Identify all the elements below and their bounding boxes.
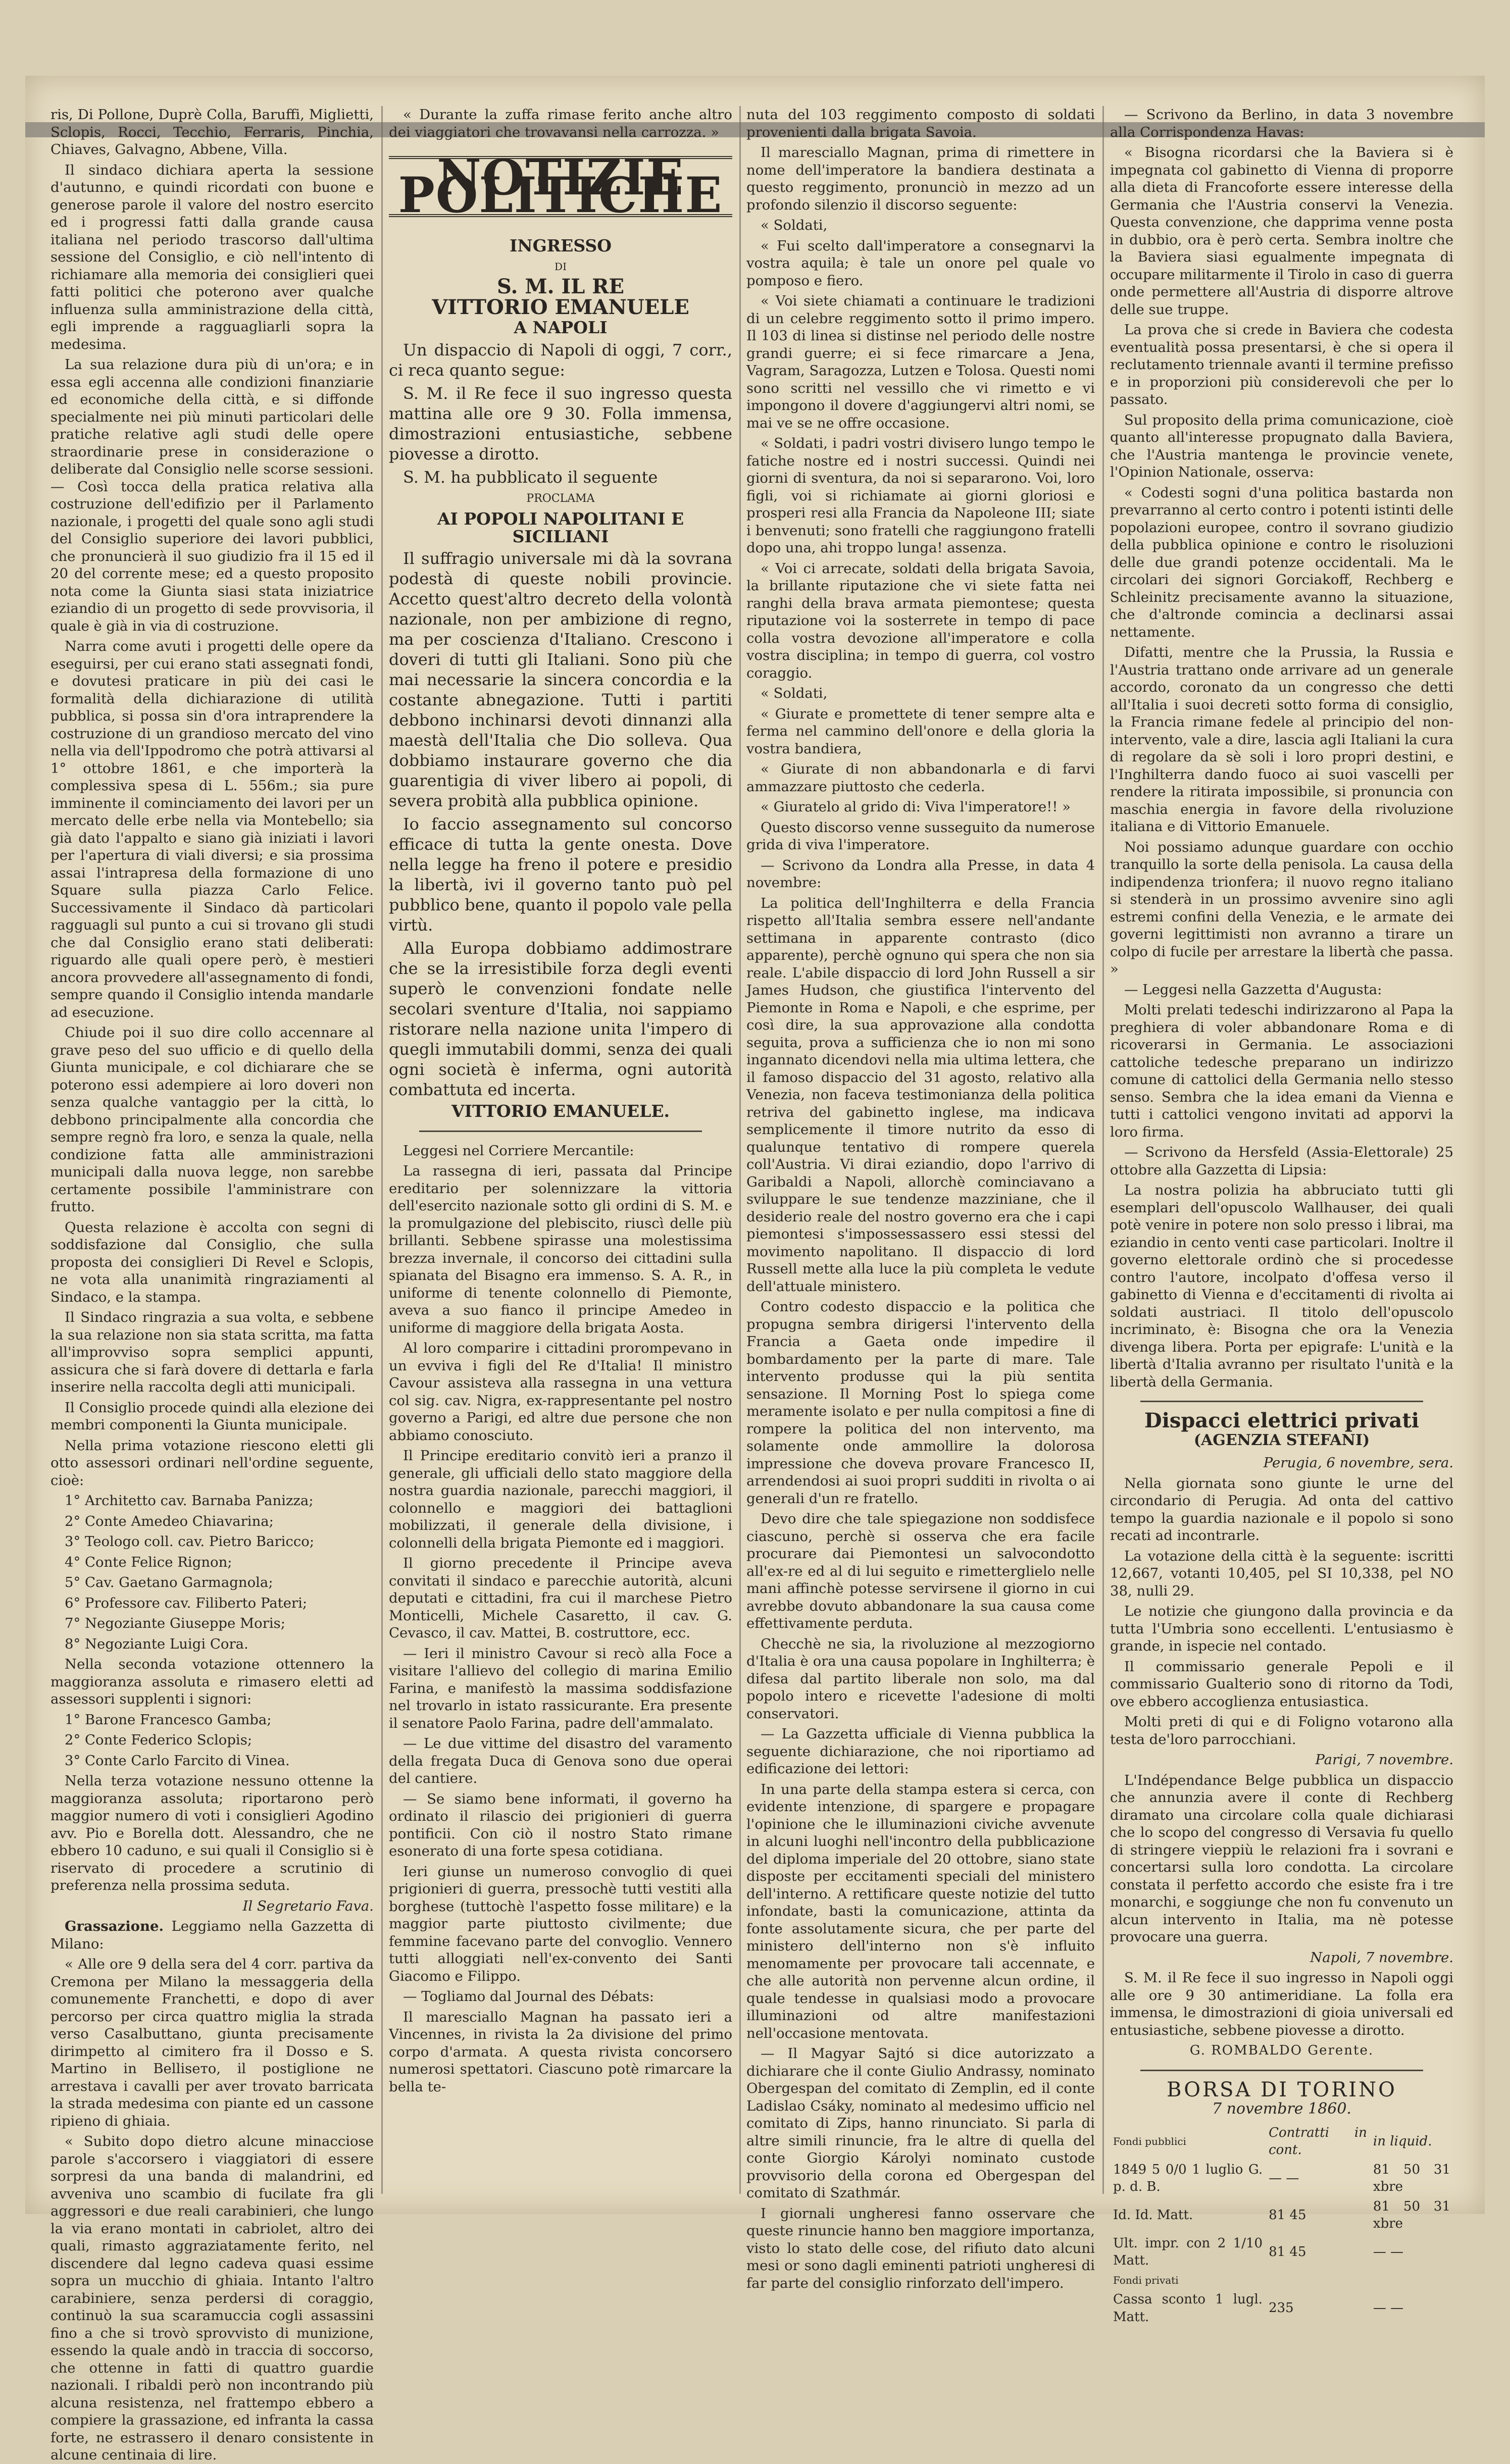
paragraph: « Voi siete chiamati a continuare le tradizioni di un celebre reggimento sotto il primo impero. Il 103 di linea si distinse nel periodo delle nostre grandi guerre; ei si fece rimarcare a Jena, Vagram, Saragozza, Lutzen e Tolosa. Questi nomi sono scritti nel vessillo che vi rimetto e vi impongono il dovere d'aggiungervi altri nomi, se mai ve se ne offre occasione. [746, 293, 1095, 431]
heading: S. M. IL RE [497, 275, 624, 298]
list-item: 1° Barone Francesco Gamba; [65, 1711, 272, 1728]
table-cell: 81 45 [1269, 2244, 1306, 2260]
list-item: 3° Teologo coll. cav. Pietro Baricco; [65, 1533, 315, 1550]
paragraph: Il giorno precedente il Principe aveva convitati il sindaco e parecchie autorità, alcuni deputati e cittadini, fra cui il marchese Pietro Monticelli, Michele Casaretto, il cav. G. Cevasco, il cav. Mattei, B. costruttore, ecc. [389, 1555, 732, 1641]
paragraph: In una parte della stampa estera si cerca, con evidente intenzione, di spargere e propagare l'opinione che le illuminazioni civiche avvenute in alcuni luoghi nell'incontro della pubblicazione del diploma imperiale del 20 ottobre, siano state disposte per eccitamenti speciali del ministero dell'interno. A rettificare queste notizie del tutto infondate, basti la comunicazione, attinta da fonte assolutamente sicura, che per parte del ministero dell'interno non s'è influito menomamente per provocare tali accennate, e che alle autorità non pervenne alcun ordine, il quale tendesse in qualsiasi modo a provocare illuminazioni od altre manifestazioni nell'occasione mentovata. [746, 1781, 1095, 2041]
list-item: 6° Professore cav. Filiberto Pateri; [65, 1595, 308, 1611]
paragraph: « Giurate e promettete di tener sempre alta e ferma nel cammino dell'onore e della gloria la vostra bandiera, [746, 705, 1095, 757]
list-item: 2° Conte Amedeo Chiavarina; [65, 1513, 274, 1529]
column-3 [746, 106, 1095, 2291]
table-row [1110, 2271, 1453, 2290]
paragraph: « Voi ci arrecate, soldati della brigata Savoia, la brillante riputazione che vi siete fatta nei ranghi della brava armata piemontese; questa riputazione voi la sosterrete in tempo di pace colla vostra devozione all'imperatore e colla vostra disciplina; in tempo di guerra, col vostro coraggio. [746, 560, 1095, 681]
table-header: in liquid. [1373, 2133, 1432, 2149]
heading: DI [555, 260, 567, 273]
paragraph: Il suffragio universale mi dà la sovrana podestà di queste nobili provincie. Accetto quest'altro decreto della volontà nazionale, non per ambizione di regno, ma per coscienza d'Italiano. Crescono i doveri di tutti gli Italiani. Sono più che mai necessarie la sincera concordia e la costante abnegazione. Tutti i partiti debbono inchinarsi devoti dinnanzi alla maestà dell'Italia che Dio solleva. Qua dobbiamo instaurare governo che dia guarentigia di viver libero ai popoli, di severa probità alla pubblica opinione. [389, 549, 732, 810]
paragraph: Io faccio assegnamento sul concorso efficace di tutta la gente onesta. Dove nella legge ha freno il potere e presidio la libertà, ivi il governo tanto può pel pubblico bene, quanto il popolo vale pella virtù. [389, 814, 732, 935]
newspaper-page [25, 76, 1485, 2463]
paragraph: Il Consiglio procede quindi alla elezione dei membri componenti la Giunta municipale. [51, 1399, 374, 1433]
table-cell: Id. Id. Matt. [1113, 2207, 1193, 2223]
paragraph: Nella prima votazione riescono eletti gli otto assessori ordinari nell'ordine seguente, cioè: [51, 1437, 374, 1488]
list-item: 3° Conte Carlo Farcito di Vinea. [65, 1752, 290, 1769]
paragraph: Leggesi nel Corriere Mercantile: [403, 1142, 634, 1159]
paragraph: — La Gazzetta ufficiale di Vienna pubblica la seguente dichiarazione, che noi riportiamo ad edificazione dei lettori: [746, 1726, 1095, 1777]
list-item: 5° Cav. Gaetano Garmagnola; [65, 1574, 273, 1590]
paragraph: Questo discorso venne susseguito da numerose grida di viva l'imperatore. [746, 819, 1095, 853]
paragraph: Il maresciallo Magnan ha passato ieri a Vincennes, in rivista la 2a divisione del primo corpo d'armata. A questa rivista concorsero numerosi spettatori. Ciascuno potè rimarcare la bella te- [389, 2009, 732, 2095]
table-cell: 235 [1269, 2300, 1294, 2316]
list-item: 4° Conte Felice Rignon; [65, 1554, 232, 1570]
table-cell [1370, 2271, 1453, 2290]
table-header: Fondi pubblici [1113, 2135, 1186, 2147]
paragraph: Il sindaco dichiara aperta la sessione d'autunno, e quindi ricordati con buone e generose parole il valore del nostro esercito ed i progressi fatti dalla grande causa italiana nel periodo trascorso dall'ultima sessione del Consiglio, e ciò nell'intento di richiamare alla memoria dei consiglieri quei fatti politici che poterono aver qualche influenza sulla amministrazione della città, egli imprende a ragguagliarli sopra la medesima. [51, 162, 374, 352]
paragraph: Questa relazione è accolta con segni di soddisfazione dal Consiglio, che sulla proposta dei consiglieri Di Revel e Sclopis, ne vota alla unanimità ringraziamenti al Sindaco, e la stampa. [51, 1219, 374, 1305]
paragraph: Un dispaccio di Napoli di oggi, 7 corr., ci reca quanto segue: [389, 340, 732, 380]
paragraph: Molti prelati tedeschi indirizzarono al Papa la preghiera di voler abbandonare Roma e di ricoverarsi in Germania. Le associazioni cattoliche tedesche preparano un indirizzo comune di cattolici della Germania nello stesso senso. Sembra che la idea emani da Vienna e tutti i cattolici vengono invitati ad apporvi la loro firma. [1110, 1002, 1453, 1140]
paragraph: La votazione della città è la seguente: iscritti 12,667, votanti 10,405, pel SI 10,338, pel NO 38, nulli 29. [1110, 1548, 1453, 1599]
paragraph: — Togliamo dal Journal des Débats: [403, 1988, 655, 2005]
heading: PROCLAMA [526, 492, 595, 505]
dispatches-heading: Dispacci elettrici privati [1144, 1409, 1419, 1432]
paragraph: « Fui scelto dall'imperatore a consegnarvi la vostra aquila; è tale un onore pel quale vo pomposo e fiero. [746, 237, 1095, 289]
column-rule [739, 106, 741, 2194]
dateline: Napoli, 7 novembre. [1310, 1949, 1453, 1966]
section-heading: Grassazione. [65, 1918, 164, 1934]
column-1 [51, 106, 374, 2463]
paragraph: — Il Magyar Sajtó si dice autorizzato a dichiarare che il conte Giulio Andrassy, nominato Obergespan del comitato di Zemplin, ed il conte Ladislao Csáky, nominato al medesimo ufficio nel comitato di Zips, hanno rinunciato. Si parla di altre simili rinuncie, fra le altre di quella del conte Giorgio Károlyi nominato custode provvisorio della corona ed Obergespan del comitato di Szathmár. [746, 2045, 1095, 2201]
dateline: Parigi, 7 novembre. [1315, 1752, 1453, 1768]
signature: Il Segretario Fava. [242, 1897, 374, 1914]
paragraph: — Scrivono da Londra alla Presse, in data 4 novembre: [746, 857, 1095, 891]
paragraph: La rassegna di ieri, passata dal Principe ereditario per solennizzare la vittoria dell'esercito nazionale sotto gli ordini di S. M. e la promulgazione del plebiscito, riuscì delle più brillanti. Sebbene spirasse una molestissima brezza invernale, il concorso dei cittadini sulla spianata del Bisagno era immenso. S. A. R., in uniforme di tenente colonnello di Piemonte, aveva a suo fianco il principe Amedeo in uniforme di maggiore della brigata Aosta. [389, 1163, 732, 1336]
paragraph: Nella seconda votazione ottennero la maggioranza assoluta e rimasero eletti ad assessori supplenti i signori: [51, 1656, 374, 1707]
column-4 [1110, 106, 1453, 2325]
divider [1140, 2070, 1423, 2071]
paragraph: « Alle ore 9 della sera del 4 corr. partiva da Cremona per Milano la messaggeria della comunemente Franchetti, e dopo di aver percorso per circa quattro miglia la strada verso Casalbuttano, giunta precisamente dirimpetto al cimitero fra il Dosso e S. Martino in Bellisето, il postiglione ne arrestava i cavalli per aver trovato barricata la strada medesima con piante ed un cassone ripieno di ghiaia. [51, 1956, 374, 2129]
table-cell: — — [1373, 2300, 1404, 2316]
table-cell: Fondi privati [1113, 2274, 1179, 2286]
paragraph: nuta del 103 reggimento composto di soldati provenienti dalla brigata Savoia. [746, 107, 1095, 140]
paragraph: L'Indépendance Belge pubblica un dispaccio che annunzia avere il conte di Rechberg diramato una circolare colla quale dichiarasi che lo scopo del congresso di Versavia fu quello di stringere vieppiù le relazioni fra i sovrani e concertarsi sulla loro condotta. La circolare constata il perfetto accordo che esiste fra i tre monarchi, e soggiunge che non fu convenuto un alcun intervento in Italia, ma nè potesse provocare una guerra. [1110, 1772, 1453, 1945]
section-masthead: NOTIZIE POLITICHE [389, 156, 732, 217]
borsa-title: BORSA DI TORINO [1167, 2078, 1397, 2101]
paragraph: Devo dire che tale spiegazione non soddisfece ciascuno, perchè si osserva che era facile procurare dai Piemontesi un salvocondotto all'ex-re ed al di lui seguito e rimetterglielo nelle mani affinchè potesse servirsene il giorno in cui avrebbe dovuto abbandonare la sua causa come effettivamente perduta. [746, 1511, 1095, 1631]
paragraph: — Ieri il ministro Cavour si recò alla Foce a visitare l'allievo del collegio di marina Emilio Farina, e manifestò la massima soddisfazione nel trovarlo in istato rassicurante. Era presente il senatore Paolo Farina, padre dell'ammalato. [389, 1645, 732, 1731]
divider [419, 1131, 702, 1132]
paragraph: « Codesti sogni d'una politica bastarda non prevarranno al certo contro i potenti istinti delle popolazioni europee, contro il sovrano giudizio della pubblica opinione e contro le risoluzioni delle due grandi potenze occidentali. Ma le circolari dei signori Gorciakoff, Rechberg e Schleinitz precisamente avanno la situazione, che d'altronde comincia a declinarsi assai nettamente. [1110, 484, 1453, 640]
dispatches-subheading: (AGENZIA STEFANI) [1193, 1431, 1370, 1449]
paragraph: Sul proposito della prima comunicazione, cioè quanto all'interesse propugnato dalla Baviera, che l'Austria mantenga le provincie venete, l'Opinion Nationale, osserva: [1110, 412, 1453, 480]
paragraph: « Giuratelo al grido di: Viva l'imperatore!! » [761, 799, 1071, 815]
paragraph: Molti preti di qui e di Foligno votarono alla testa de'loro parrocchiani. [1110, 1714, 1453, 1748]
table-cell: 81 50 31 xbre [1373, 2162, 1450, 2194]
paragraph: « Bisogna ricordarsi che la Baviera si è impegnata col gabinetto di Vienna di proporre alla dieta di Francoforte essere interesse della Germania che l'Austria conservi la Venezia. Questa convenzione, che dapprima venne posta in dubbio, ora è però certa. Sembra inoltre che la Baviera siasi egualmente impegnata di occupare militarmente il Tirolo in caso di guerra onde permettere all'Austria di disporre altrove delle sue truppe. [1110, 144, 1453, 318]
paragraph: — Leggesi nella Gazzetta d'Augusta: [1124, 981, 1382, 998]
table-cell [1266, 2271, 1370, 2290]
list-item: 1° Architetto cav. Barnaba Panizza; [65, 1493, 314, 1509]
paragraph: Noi possiamo adunque guardare con occhio tranquillo la sorte della penisola. La causa della indipendenza trionfera; il nuovo regno italiano si stenderà in un prossimo avvenire sino agli estremi confini della Venezia, e le armate dei governi legittimisti non avranno a tirare un colpo di fucile per arrestare la libertà che passa. » [1110, 839, 1453, 977]
section-intro: Leggiamo nella Gazzetta di Milano: [51, 1918, 374, 1952]
heading: VITTORIO EMANUELE [432, 295, 689, 319]
paragraph: S. M. il Re fece il suo ingresso in Napoli oggi alle ore 9 30 antimeridiane. La folla era immensa, le dimostrazioni di gioia universali ed entusiastiche, sebbene piovesse a dirotto. [1110, 1970, 1453, 2038]
paragraph: — Se siamo bene informati, il governo ha ordinato il rilascio dei prigionieri di guerra pontificii. Con ciò il nostro Stato rimane esonerato di una forte spesa cotidiana. [389, 1790, 732, 1859]
borsa-table [1110, 2123, 1453, 2327]
paragraph: Difatti, mentre che la Prussia, la Russia e l'Austria trattano onde arrivare ad un generale accordo, coronato da un congresso che detti all'Italia i suoi decreti sotto forma di consiglio, la Francia rimane fedele al principio del non-intervento, vale a dire, lascia agli Italiani la cura di regolare da sè soli i loro propri destini, e l'Inghilterra dando fuoco ai suoi vascelli per rendere la ritirata impossibile, si pronuncia con maschia energia in favore della rivoluzione italiana e di Vittorio Emanuele. [1110, 644, 1453, 835]
paragraph: Il maresciallo Magnan, prima di rimettere in nome dell'imperatore la bandiera destinata a questo reggimento, pronunciò in mezzo ad un profondo silenzio il discorso seguente: [746, 144, 1095, 213]
borsa-date: 7 novembre 1860. [1212, 2100, 1351, 2118]
paragraph: Chiude poi il suo dire collo accennare al grave peso del suo ufficio e di quello della Giunta municipale, e col dichiarare che se poterono essi adempiere ai loro doveri non senza qualche vantaggio per la città, lo debbono principalmente alla concordia che sempre regnò fra loro, e senza la quale, nella condizione fatta alle amministrazioni municipali dalla nuova legge, non sarebbe certamente possibile l'amministrare con frutto. [51, 1024, 374, 1215]
dateline: Perugia, 6 novembre, sera. [1263, 1455, 1453, 1471]
divider [1140, 1401, 1423, 1402]
paragraph: La prova che si crede in Baviera che codesta eventualità possa presentarsi, è che si opera il reclutamento triennale avanti il termine prefisso e in proporzioni più considerevoli che per lo passato. [1110, 322, 1453, 407]
column-2 [389, 106, 732, 2199]
table-header-row [1110, 2123, 1453, 2160]
table-cell: 81 50 31 xbre [1373, 2198, 1450, 2231]
paragraph: « Giurate di non abbandonarla e di farvi ammazzare piuttosto che cederla. [746, 761, 1095, 795]
paragraph: S. M. il Re fece il suo ingresso questa mattina alle ore 9 30. Folla immensa, dimostrazioni entusiastiche, sebbene piovesse a dirotto. [389, 383, 732, 464]
paragraph: I giornali ungheresi fanno osservare che queste rinuncie hanno ben maggiore importanza, visto lo stato delle cose, del rifiuto dato alcuni mesi or sono dagli eminenti patrioti ungheresi di far parte del consiglio rinforzato dell'impero. [746, 2205, 1095, 2291]
table-header: Contratti in cont. [1269, 2125, 1367, 2158]
paragraph: Il Sindaco ringrazia a sua volta, e sebbene la sua relazione non sia stata scritta, ma fatta all'improvviso sopra semplici appunti, assicura che si farà dovere di dettarla e farla inserire nella raccolta degli atti municipali. [51, 1309, 374, 1395]
table-cell: — — [1373, 2244, 1404, 2260]
table-cell: — — [1269, 2170, 1299, 2186]
paragraph: Il Principe ereditario convitò ieri a pranzo il generale, gli ufficiali dello stato maggiore della nostra guardia nazionale, parecchi maggiori, il colonnello e maggiori dei battaglioni mobilizzati, il generale della divisione, i colonnelli della brigata Piemonte ed i maggiori. [389, 1448, 732, 1551]
list-item: 2° Conte Federico Sclopis; [65, 1732, 253, 1748]
list-item: 7° Negoziante Giuseppe Moris; [65, 1615, 286, 1631]
paragraph: Al loro comparire i cittadini prorompevano in un evviva i figli del Re d'Italia! Il ministro Cavour assisteva alla rassegna in una vettura col sig. cav. Nigra, ex-rappresentante pel nostro governo a Parigi, ed altre due persone che non abbiamo conosciuto. [389, 1340, 732, 1444]
paragraph: Le notizie che giungono dalla provincia e da tutta l'Umbria sono eccellenti. L'entusiasmo è grande, in ispecie nel contado. [1110, 1603, 1453, 1654]
paragraph: Contro codesto dispaccio e la politica che propugna sembra dirigersi l'intervento della Francia a Gaeta onde impedire il bombardamento per la parte di mare. Tale intervento produsse qui la più sentita sensazione. Il Morning Post lo spiega come meramente isolato e per nulla compitosi a fine di rompere la politica del non intervento, ma solamente onde ammollire la dolorosa impressione che doveva provare Francesco II, arrendendosi ai suoi propri sudditi in rivolta o ai generali d'un re fratello. [746, 1299, 1095, 1507]
paragraph: « Soldati, [761, 685, 828, 701]
paragraph: « Soldati, [761, 217, 828, 233]
paragraph: « Soldati, i padri vostri divisero lungo tempo le fatiche nostre ed i nostri successi. Quindi nei giorni di sventura, da noi si separarono. Voi, loro figli, voi si richiamate ai giorni gloriosi e prosperi resi alla Francia da Napoleone III; siate i benvenuti; sono fratelli che raggiungono fratelli dopo una, ahi troppo lunga! assenza. [746, 435, 1095, 556]
paragraph: Nella terza votazione nessuno ottenne la maggioranza assoluta; riportarono però maggior numero di voti i consiglieri Agodino avv. Pio e Borella dott. Alessandro, che ne ebbero 10 caduno, e sui quali il Consiglio si è riservato di procedere a scrutinio di preferenza nella prossima seduta. [51, 1773, 374, 1893]
paragraph: La sua relazione dura più di un'ora; e in essa egli accenna alle condizioni finanziarie ed economiche della città, e si diffonde specialmente nei più minuti particolari delle pratiche relative agli studi delle opere straordinarie prese in considerazione o deliberate dal Consiglio nelle scorse sessioni. — Così tocca della pratica relativa alla costruzione dell'edifizio per il Parlamento nazionale, i progetti del quale sono agli studi del Consiglio superiore dei lavori pubblici, che pronuncierà il suo giudizio fra il 15 ed il 20 del corrente mese; ed a questo proposito nota come la Giunta siasi stata iniziatrice eziandio di un progetto di sede provvisoria, il quale è già in via di costruzione. [51, 356, 374, 634]
gerente: G. ROMBALDO Gerente. [1189, 2043, 1374, 2058]
paragraph: « Subito dopo dietro alcune minacciose parole s'accorsero i viaggiatori di essere sorpresi da una banda di malandrini, ed avveniva uno scambio di fucilate fra gli aggressori e due reali carabinieri, che lungo la via erano montati in cabriolet, altro dei quali, rimasto aggraziatamente ferito, nel discendere dal legno cadeva quasi essime sopra un mucchio di ghiaia. Intanto l'altro carabiniere, senza perdersi di coraggio, continuò la sua scaramuccia cogli assassini fino a che si trovò sprovvisto di munizione, essendo la quale andò in traccia di soccorso, che ottenne in fatti di quattro guardie nazionali. I ribaldi però non incontrando più alcuna resistenza, nel frattempo ebbero a compiere la grassazione, ed infranta la cassa forte, ne estrassero il denaro consistente in alcune centinaia di lire. [51, 2133, 374, 2463]
table-row [1110, 2197, 1453, 2234]
paragraph: S. M. ha pubblicato il seguente [403, 467, 658, 487]
paragraph: — Le due vittime del disastro del varamento della fregata Duca di Genova sono due operai del cantiere. [389, 1735, 732, 1786]
table-cell: Cassa sconto 1 lugl. Matt. [1113, 2292, 1263, 2325]
paragraph: Nella giornata sono giunte le urne del circondario di Perugia. Ad onta del cattivo tempo la guardia nazionale e il popolo si sono recati ad incontrarle. [1110, 1475, 1453, 1544]
column-rule [381, 106, 383, 2194]
column-rule [1102, 106, 1104, 2194]
list-item: 8° Negoziante Luigi Cora. [65, 1635, 248, 1652]
heading: A NAPOLI [514, 318, 608, 337]
paragraph: Il commissario generale Pepoli e il commissario Gualterio sono di ritorno da Todi, ove ebbero accoglienza entusiastica. [1110, 1658, 1453, 1710]
signature: VITTORIO EMANUELE. [451, 1101, 670, 1121]
paragraph: — Scrivono da Berlino, in data 3 novembre alla Corrispondenza Havas: [1110, 107, 1453, 140]
paragraph: « Durante la zuffa rimase ferito anche altro dei viaggiatori che trovavansi nella carrozza. » [389, 107, 732, 140]
paragraph: Alla Europa dobbiamo addimostrare che se la irresistibile forza degli eventi superò le convenzioni fondate nelle secolari sventure d'Italia, noi sappiamo ristorare nella nazione unita l'impero di quegli immutabili dommi, senza dei quali ogni società è inferma, ogni autorità combattuta ed incerta. [389, 939, 732, 1099]
table-row [1110, 2234, 1453, 2271]
table-row [1110, 2290, 1453, 2327]
paragraph: La politica dell'Inghilterra e della Francia rispetto all'Italia sembra essere nell'andante settimana in apparente contrasto (dico apparente), perchè ognuno qui spera che non sia reale. L'abile dispaccio di lord John Russell a sir James Hudson, che giustifica l'intervento del Piemonte in Roma e Napoli, e che esprime, per così dire, la sua approvazione alla condotta seguita, prova a sufficienza che io non mi sono ingannato dicendovi nella mia ultima lettera, che il famoso dispaccio del 31 agosto, relativo alla Venezia, non faceva testimonianza della politica retriva del gabinetto inglese, ma indicava semplicemente il timore nutrito da esso di qualunque tentativo di rompere querela coll'Austria. Vi dirai eziandio, dopo l'arrivo di Garibaldi a Napoli, allorchè cominciavano a sviluppare le sue tendenze mazziniane, che il desiderio reale del nostro governo era che i capi piemontesi s'impossessassero essi stessi del movimento napolitano. Il dispaccio di lord Russell mette alla luce la più completa le vedute dell'attuale ministero. [746, 895, 1095, 1295]
table-cell: 81 45 [1269, 2207, 1306, 2223]
table-cell: 1849 5 0/0 1 luglio G. p. d. B. [1113, 2162, 1263, 2194]
paragraph: — Scrivono da Hersfeld (Assia-Elettorale) 25 ottobre alla Gazzetta di Lipsia: [1110, 1144, 1453, 1178]
paragraph: ris, Di Pollone, Duprè Colla, Baruffi, Miglietti, Sclopis, Rocci, Tecchio, Ferraris, Pinchia, Chiaves, Galvagno, Abbene, Villa. [51, 107, 374, 158]
paragraph: Ieri giunse un numeroso convoglio di quei prigionieri di guerra, pressochè tutti vestiti alla borghese (tuttochè l'aspetto fosse militare) e la maggior parte piuttosto civilmente; due femmine facevano parte del convoglio. Vennero tutti alloggiati nell'ex-convento dei Santi Giacomo e Filippo. [389, 1863, 732, 1984]
paragraph: Narra come avuti i progetti delle opere da eseguirsi, per cui erano stati assegnati fondi, e dovutesi praticare in più dei casi le formalità della dichiarazione di utilità pubblica, si possa sin d'ora intraprendere la costruzione di un grandioso mercato del vino nella via dell'Ippodromo che potrà attivarsi al 1° ottobre 1861, e che importerà la complessiva spesa di L. 556m.; sia pure imminente il cominciamento dei lavori per un mercato delle erbe nella via Montebello; sia già dato l'appalto e siano già iniziati i lavori per l'apertura di viali diversi; e sia prossima assai l'intrapresa della formazione di uno Square sulla piazza Carlo Felice. Successivamente il Sindaco dà particolari ragguagli sul punto a cui si trovano gli studi che dal Consiglio erano stati deliberati: riguardo alle quali opere però, è mestieri ancora provvedere all'assegnamento di fondi, sempre quando il Consiglio intenda mandarle ad esecuzione. [51, 638, 374, 1020]
paragraph: Checchè ne sia, la rivoluzione al mezzogiorno d'Italia è ora una causa popolare in Inghilterra; è difesa dal partito liberale non solo, ma dal popolo intero e ricevette l'adesione di molti conservatori. [746, 1635, 1095, 1722]
table-row [1110, 2160, 1453, 2197]
table-cell: Ult. impr. con 2 1/10 Matt. [1113, 2235, 1263, 2268]
heading: INGRESSO [509, 236, 612, 255]
paragraph: La nostra polizia ha abbruciato tutti gli esemplari dell'opuscolo Wallhauser, dei quali potè venire in potere non solo presso i librai, ma eziandio in cento venti case particolari. Inoltre il governo elettorale ordinò che si procedesse contro l'autore, incolpato d'offesa verso il gabinetto di Vienna e d'eccitamenti di rivolta ai soldati austriaci. Il titolo dell'opuscolo incriminato, è: Bisogna che ora la Venezia divenga libera. Porta per epigrafe: L'unità e la libertà d'Italia avranno per risultato l'unità e la libertà della Germania. [1110, 1182, 1453, 1390]
heading: AI POPOLI NAPOLITANI E SICILIANI [437, 509, 684, 546]
